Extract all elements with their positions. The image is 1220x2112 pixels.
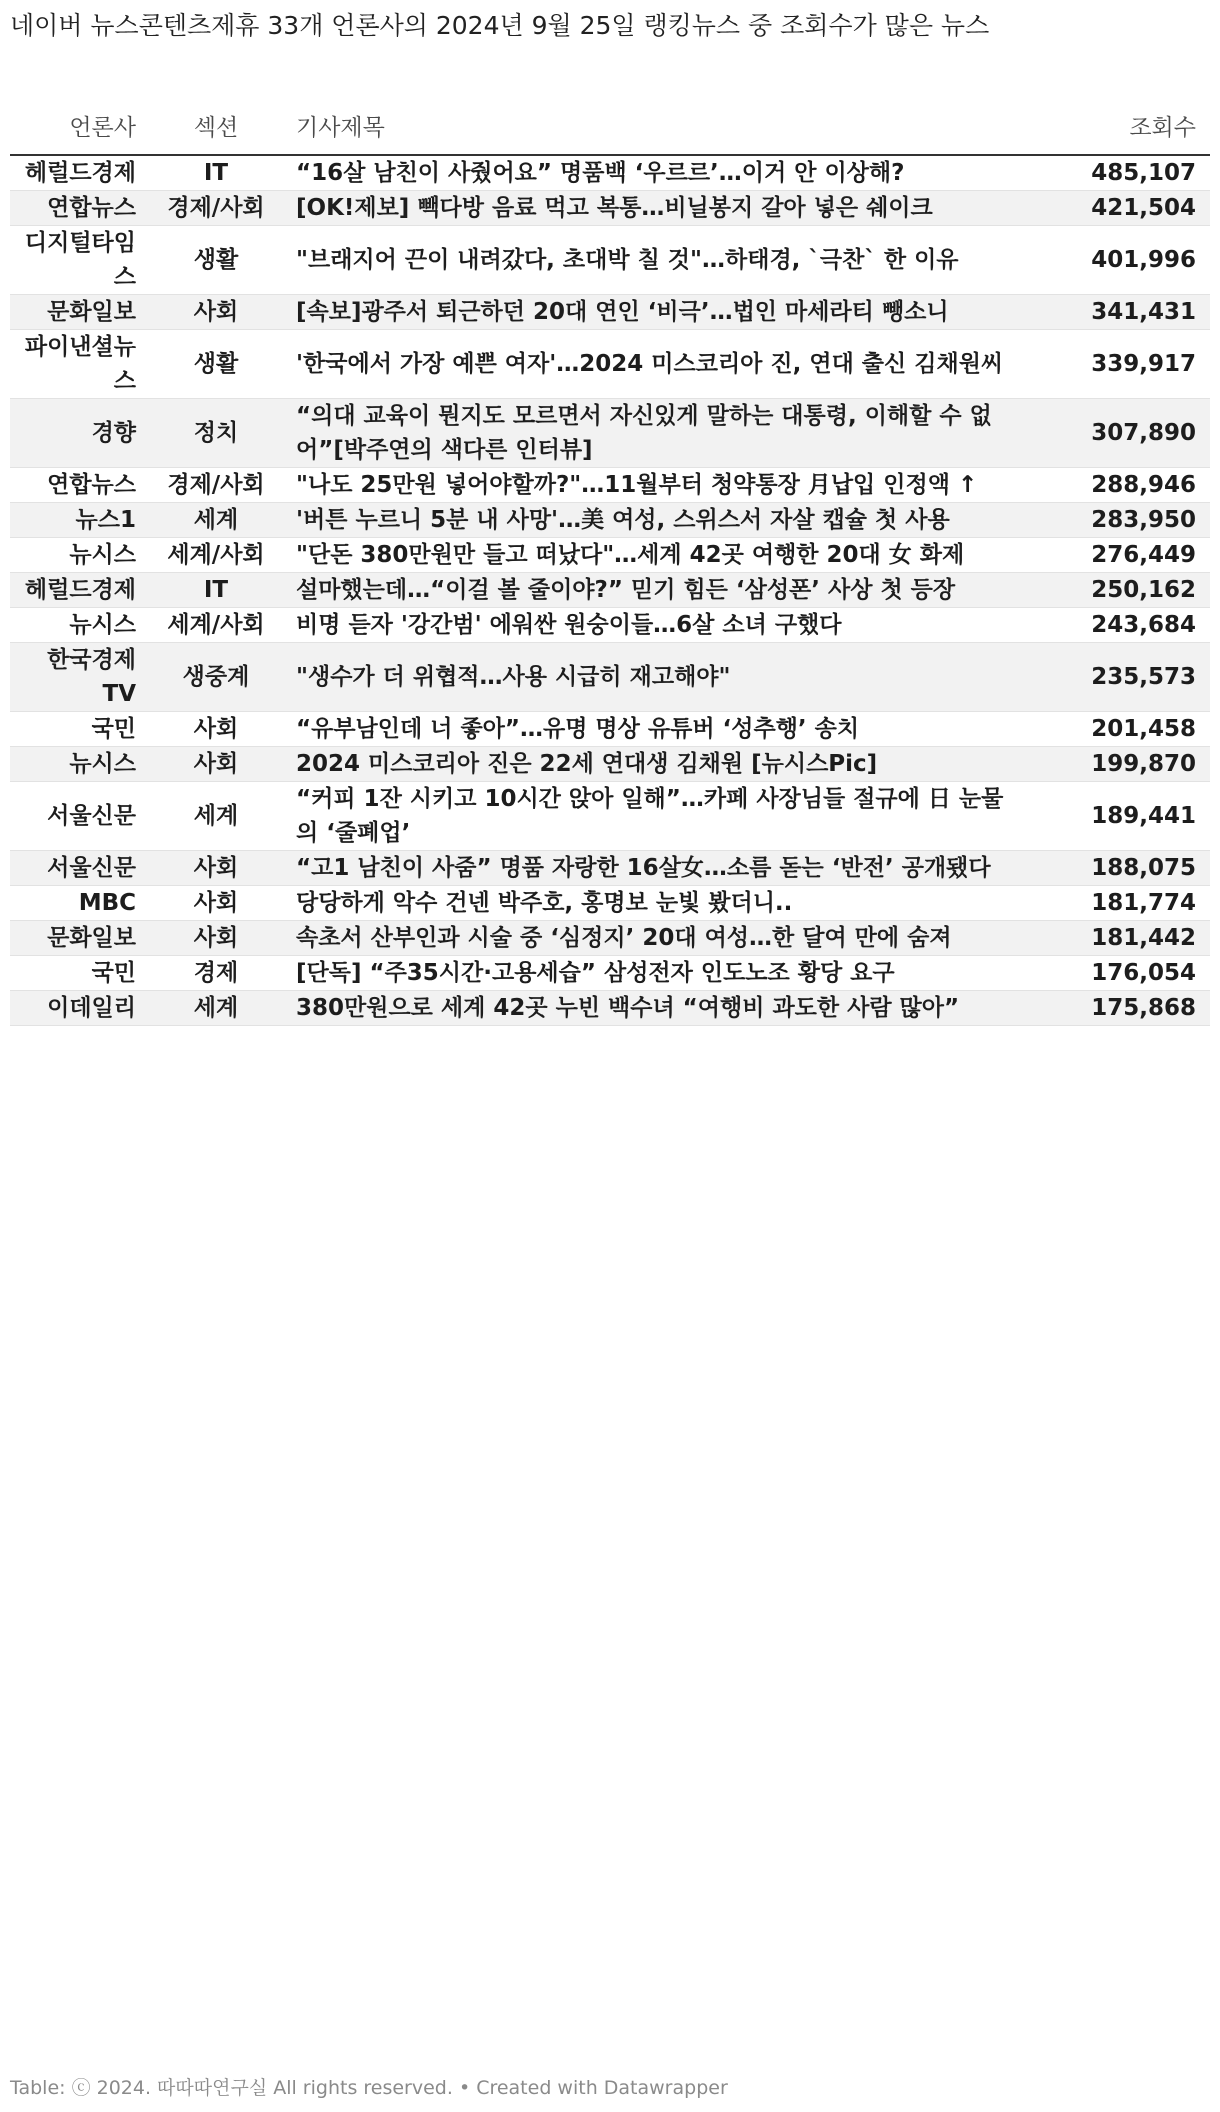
outlet-cell: 뉴스1 [10,503,150,538]
views-cell: 421,504 [1030,191,1210,226]
table-row [10,226,1210,295]
views-cell: 243,684 [1030,608,1210,643]
outlet-cell: 디지털타임스 [10,226,150,295]
section-cell: 생활 [150,330,282,399]
section-cell: 사회 [150,921,282,956]
headline-cell: 속초서 산부인과 시술 중 ‘심정지’ 20대 여성…한 달여 만에 숨져 [282,921,1030,956]
outlet-cell: 연합뉴스 [10,191,150,226]
table-header-row [10,96,1210,155]
column-header-headline[interactable]: 기사제목 [282,96,1030,155]
section-cell: 생활 [150,226,282,295]
outlet-cell: 이데일리 [10,991,150,1026]
table-row [10,295,1210,330]
views-cell: 401,996 [1030,226,1210,295]
headline-cell: [OK!제보] 빽다방 음료 먹고 복통…비닐봉지 갈아 넣은 쉐이크 [282,191,1030,226]
table-row [10,573,1210,608]
outlet-cell: 파이낸셜뉴스 [10,330,150,399]
headline-cell: “커피 1잔 시키고 10시간 앉아 일해”…카페 사장님들 절규에 日 눈물의 ‘줄폐업’ [282,782,1030,851]
outlet-cell: 연합뉴스 [10,468,150,503]
views-cell: 235,573 [1030,643,1210,712]
table-row [10,330,1210,399]
section-cell: 정치 [150,399,282,468]
headline-cell: [속보]광주서 퇴근하던 20대 연인 ‘비극’…법인 마세라티 뺑소니 [282,295,1030,330]
headline-cell: [단독] “주35시간·고용세습” 삼성전자 인도노조 황당 요구 [282,956,1030,991]
section-cell: 생중계 [150,643,282,712]
ranking-news-table [10,96,1210,1026]
headline-cell: "브래지어 끈이 내려갔다, 초대박 칠 것"…하태경, `극찬` 한 이유 [282,226,1030,295]
table-row [10,851,1210,886]
views-cell: 181,774 [1030,886,1210,921]
headline-cell: "나도 25만원 넣어야할까?"…11월부터 청약통장 月납입 인정액 ↑ [282,468,1030,503]
views-cell: 485,107 [1030,155,1210,191]
page-title: 네이버 뉴스콘텐츠제휴 33개 언론사의 2024년 9월 25일 랭킹뉴스 중 조회수가 많은 뉴스 [10,11,990,40]
views-cell: 199,870 [1030,747,1210,782]
outlet-cell: 한국경제TV [10,643,150,712]
outlet-cell: 문화일보 [10,295,150,330]
table-row [10,538,1210,573]
column-header-section[interactable]: 섹션 [150,96,282,155]
outlet-cell: 헤럴드경제 [10,573,150,608]
headline-cell: 380만원으로 세계 42곳 누빈 백수녀 “여행비 과도한 사람 많아” [282,991,1030,1026]
headline-cell: "단돈 380만원만 들고 떠났다"…세계 42곳 여행한 20대 女 화제 [282,538,1030,573]
table-row [10,503,1210,538]
column-header-views[interactable]: 조회수 [1030,96,1210,155]
views-cell: 276,449 [1030,538,1210,573]
section-cell: 경제 [150,956,282,991]
views-cell: 176,054 [1030,956,1210,991]
table-row [10,886,1210,921]
outlet-cell: 서울신문 [10,851,150,886]
views-cell: 250,162 [1030,573,1210,608]
headline-cell: “16살 남친이 사줬어요” 명품백 ‘우르르’…이거 안 이상해? [282,155,1030,191]
section-cell: 사회 [150,851,282,886]
table-row [10,712,1210,747]
outlet-cell: 경향 [10,399,150,468]
views-cell: 288,946 [1030,468,1210,503]
outlet-cell: MBC [10,886,150,921]
column-header-outlet[interactable]: 언론사 [10,96,150,155]
section-cell: 세계/사회 [150,608,282,643]
views-cell: 201,458 [1030,712,1210,747]
views-cell: 341,431 [1030,295,1210,330]
headline-cell: 당당하게 악수 건넨 박주호, 홍명보 눈빛 봤더니.. [282,886,1030,921]
table-row [10,991,1210,1026]
headline-cell: “고1 남친이 사줌” 명품 자랑한 16살女…소름 돋는 ‘반전’ 공개됐다 [282,851,1030,886]
outlet-cell: 헤럴드경제 [10,155,150,191]
section-cell: 사회 [150,295,282,330]
table-row [10,399,1210,468]
table-row [10,468,1210,503]
outlet-cell: 서울신문 [10,782,150,851]
table-footer-credit: Table: ⓒ 2024. 따따따연구실 All rights reserved. • Created with Datawrapper [10,2077,728,2099]
section-cell: 경제/사회 [150,468,282,503]
table-row [10,956,1210,991]
table-row [10,782,1210,851]
section-cell: 세계 [150,782,282,851]
section-cell: IT [150,155,282,191]
outlet-cell: 문화일보 [10,921,150,956]
table-row [10,921,1210,956]
table-row [10,747,1210,782]
views-cell: 283,950 [1030,503,1210,538]
headline-cell: “유부남인데 너 좋아”…유명 명상 유튜버 ‘성추행’ 송치 [282,712,1030,747]
views-cell: 339,917 [1030,330,1210,399]
views-cell: 188,075 [1030,851,1210,886]
outlet-cell: 뉴시스 [10,538,150,573]
section-cell: IT [150,573,282,608]
section-cell: 사회 [150,886,282,921]
outlet-cell: 국민 [10,712,150,747]
section-cell: 세계 [150,503,282,538]
outlet-cell: 국민 [10,956,150,991]
table-row [10,608,1210,643]
headline-cell: 설마했는데…“이걸 볼 줄이야?” 믿기 힘든 ‘삼성폰’ 사상 첫 등장 [282,573,1030,608]
section-cell: 경제/사회 [150,191,282,226]
headline-cell: 비명 듣자 '강간범' 에워싼 원숭이들…6살 소녀 구했다 [282,608,1030,643]
views-cell: 175,868 [1030,991,1210,1026]
views-cell: 181,442 [1030,921,1210,956]
section-cell: 사회 [150,747,282,782]
table-row [10,643,1210,712]
section-cell: 세계 [150,991,282,1026]
views-cell: 307,890 [1030,399,1210,468]
section-cell: 세계/사회 [150,538,282,573]
outlet-cell: 뉴시스 [10,608,150,643]
outlet-cell: 뉴시스 [10,747,150,782]
headline-cell: '버튼 누르니 5분 내 사망'…美 여성, 스위스서 자살 캡슐 첫 사용 [282,503,1030,538]
headline-cell: 2024 미스코리아 진은 22세 연대생 김채원 [뉴시스Pic] [282,747,1030,782]
table-row [10,191,1210,226]
headline-cell: "생수가 더 위협적…사용 시급히 재고해야" [282,643,1030,712]
views-cell: 189,441 [1030,782,1210,851]
table-row [10,155,1210,191]
headline-cell: “의대 교육이 뭔지도 모르면서 자신있게 말하는 대통령, 이해할 수 없어”[박주연의 색다른 인터뷰] [282,399,1030,468]
headline-cell: '한국에서 가장 예쁜 여자'…2024 미스코리아 진, 연대 출신 김채원씨 [282,330,1030,399]
section-cell: 사회 [150,712,282,747]
